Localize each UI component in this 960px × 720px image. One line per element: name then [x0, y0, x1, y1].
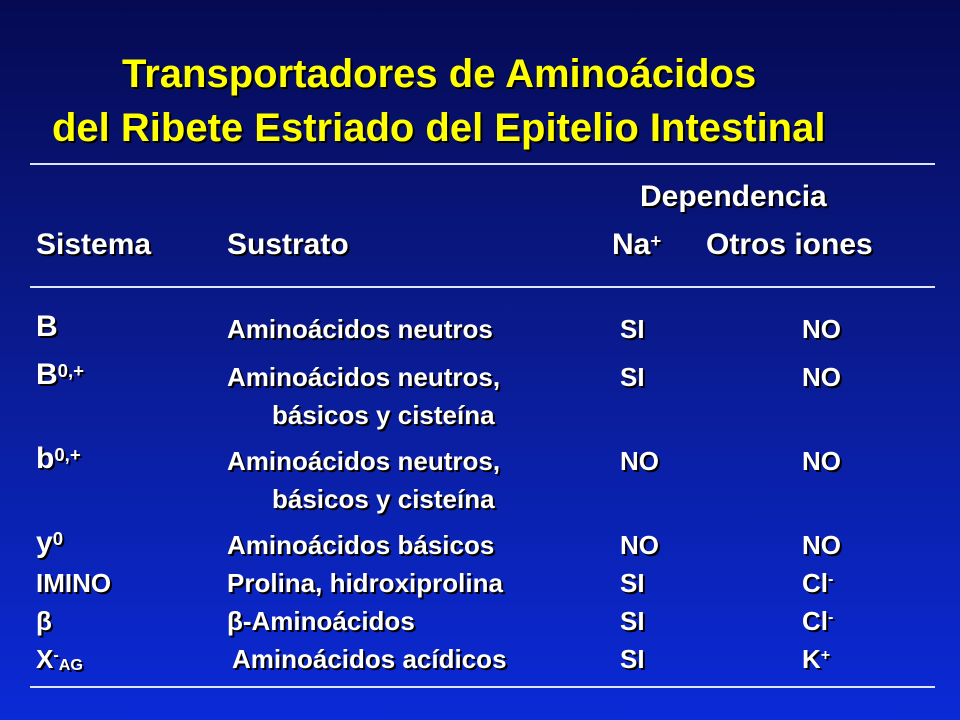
system-name: IMINO: [36, 568, 112, 598]
substrate-cell: β-Aminoácidos: [227, 606, 415, 636]
divider-header: [30, 286, 935, 288]
substrate-cell: Prolina, hidroxiprolina: [227, 568, 503, 598]
na-dependency-cell: SI: [620, 644, 645, 674]
substrate-cell-continued: básicos y cisteína: [272, 484, 495, 514]
substrate-cell: Aminoácidos básicos: [227, 530, 495, 560]
substrate-cell: Aminoácidos acídicos: [232, 644, 507, 674]
other-ions-value: NO: [802, 530, 841, 560]
other-ions-value: Cl: [802, 568, 828, 598]
divider-top: [30, 163, 935, 165]
substrate-cell-continued: básicos y cisteína: [272, 400, 495, 430]
other-ions-value: K: [802, 644, 821, 674]
substrate-cell: Aminoácidos neutros,: [227, 362, 501, 392]
system-name: B: [36, 310, 58, 343]
other-ions-value: Cl: [802, 606, 828, 636]
system-name: y: [36, 526, 53, 559]
ion-charge-superscript: +: [820, 646, 831, 664]
ion-charge-superscript: -: [828, 570, 834, 588]
substrate-cell: Aminoácidos neutros,: [227, 446, 501, 476]
system-superscript: 0: [52, 528, 64, 549]
na-dependency-cell: SI: [620, 362, 645, 392]
na-dependency-cell: NO: [620, 446, 659, 476]
system-cell: [36, 444, 81, 474]
ion-charge-superscript: -: [828, 608, 834, 626]
system-cell: [36, 528, 63, 558]
system-name: b: [36, 442, 55, 475]
other-ions-cell: [802, 530, 841, 560]
title-line-2: del Ribete Estriado del Epitelio Intestinal: [52, 106, 826, 150]
title-line-1: Transportadores de Aminoácidos: [122, 52, 757, 96]
other-ions-cell: [802, 446, 841, 476]
system-subscript: AG: [58, 656, 83, 674]
system-superscript: 0,+: [57, 360, 85, 381]
system-cell: [36, 312, 58, 342]
other-ions-cell: [802, 362, 841, 392]
other-ions-value: NO: [802, 362, 841, 392]
na-dependency-cell: SI: [620, 606, 645, 636]
na-dependency-cell: SI: [620, 314, 645, 344]
system-superscript: -: [53, 646, 59, 664]
system-name: X: [36, 644, 54, 674]
na-dependency-cell: SI: [620, 568, 645, 598]
system-cell: [36, 568, 111, 598]
other-ions-value: NO: [802, 446, 841, 476]
other-ions-cell: [802, 606, 833, 636]
system-cell: [36, 606, 52, 636]
other-ions-cell: [802, 644, 830, 674]
other-ions-cell: [802, 314, 841, 344]
header-na: Na+: [612, 228, 662, 261]
na-dependency-cell: NO: [620, 530, 659, 560]
other-ions-value: NO: [802, 314, 841, 344]
header-otros-iones: Otros iones: [706, 228, 873, 261]
header-sustrato: Sustrato: [227, 228, 349, 261]
system-name: B: [36, 358, 58, 391]
system-superscript: 0,+: [54, 444, 81, 465]
system-name: β: [36, 606, 52, 636]
divider-bottom: [30, 686, 935, 688]
system-cell: [36, 360, 84, 390]
other-ions-cell: [802, 568, 833, 598]
header-dependencia: Dependencia: [640, 180, 827, 213]
substrate-cell: Aminoácidos neutros: [227, 314, 493, 344]
header-sistema: Sistema: [36, 228, 152, 261]
system-cell: [36, 644, 83, 674]
